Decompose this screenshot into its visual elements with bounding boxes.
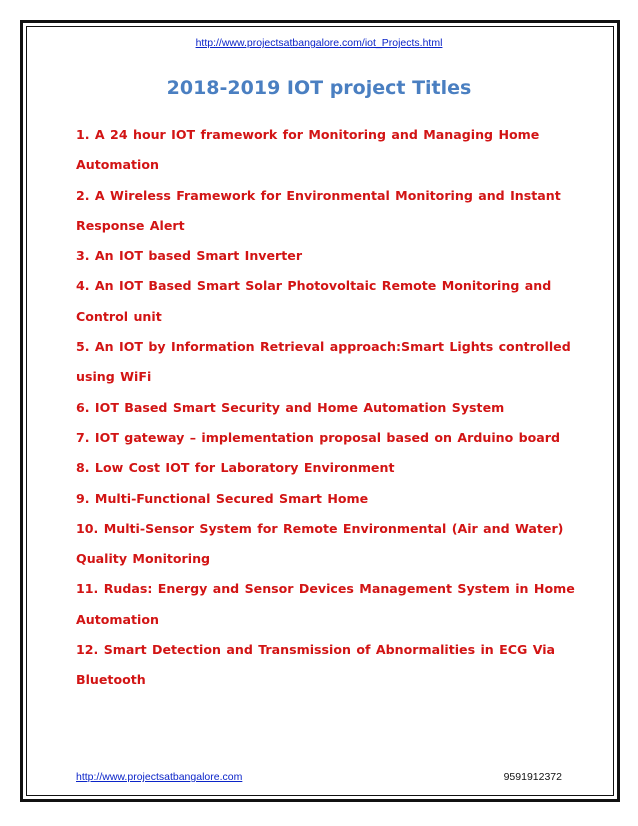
project-item-1: 1. A 24 hour IOT framework for Monitoring and Managing Home Automation xyxy=(76,127,540,173)
footer-phone-number: 9591912372 xyxy=(503,771,562,783)
project-item-3: 3. An IOT based Smart Inverter xyxy=(76,248,303,264)
project-item-5: 5. An IOT by Information Retrieval approach:Smart Lights controlled using WiFi xyxy=(76,339,571,385)
project-item-4: 4. An IOT Based Smart Solar Photovoltaic Remote Monitoring and Control unit xyxy=(76,278,552,324)
project-item-2: 2. A Wireless Framework for Environmental Monitoring and Instant Response Alert xyxy=(76,187,561,233)
footer-url-link[interactable]: http://www.projectsatbangalore.com xyxy=(76,771,243,783)
project-item-12: 12. Smart Detection and Transmission of Abnormalities in ECG Via Bluetooth xyxy=(76,642,556,688)
project-item-10: 10. Multi-Sensor System for Remote Environmental (Air and Water) Quality Monitoring xyxy=(76,520,564,567)
project-item-6: 6. IOT Based Smart Security and Home Automation System xyxy=(76,399,505,415)
project-item-11: 11. Rudas: Energy and Sensor Devices Management System in Home Automation xyxy=(76,581,575,627)
document-title: 2018-2019 IOT project Titles xyxy=(166,77,472,99)
header-url-link[interactable]: http://www.projectsatbangalore.com/iot_Projects.html xyxy=(195,37,443,49)
project-item-8: 8. Low Cost IOT for Laboratory Environment xyxy=(76,460,395,476)
project-item-7: 7. IOT gateway – implementation proposal based on Arduino board xyxy=(76,429,561,445)
project-title-list xyxy=(76,120,576,696)
project-item-9: 9. Multi-Functional Secured Smart Home xyxy=(76,490,369,506)
